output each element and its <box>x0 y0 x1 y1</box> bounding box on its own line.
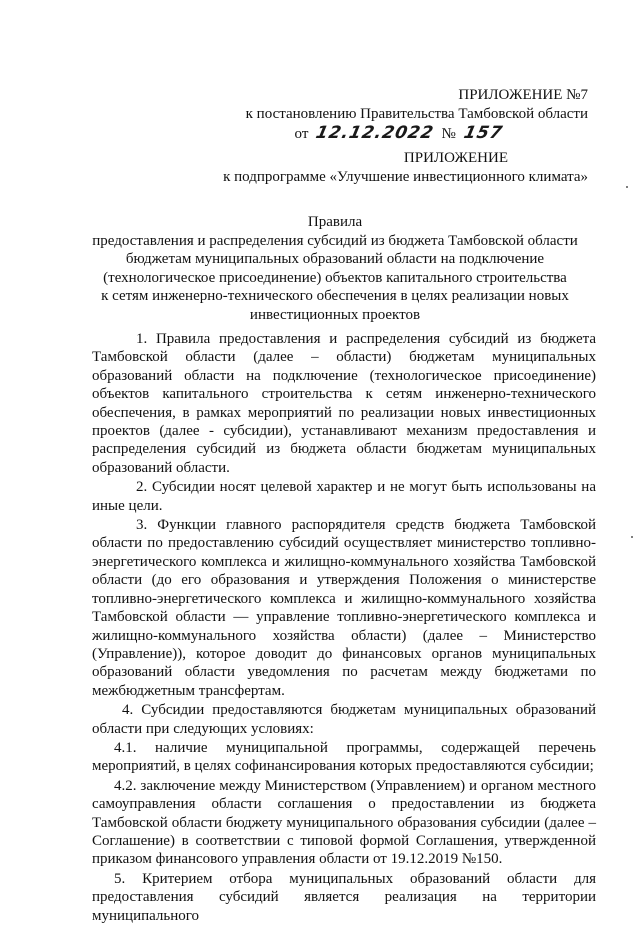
paragraph-4: 4. Субсидии предоставляются бюджетам муниципальных образований области при следующих условиях: <box>92 702 596 737</box>
handwritten-date: 12.12.2022 <box>314 123 436 143</box>
scan-speck <box>631 536 633 538</box>
rules-title-line: к сетям инженерно-технического обеспечения в целях реализации новых <box>101 288 569 304</box>
paragraph-2: 2. Субсидии носят целевой характер и не могут быть использованы на иные цели. <box>92 479 596 514</box>
paragraph-3: 3. Функции главного распорядителя средств бюджета Тамбовской области по предоставлению субсидий осуществляет министерство топливно-энергетического комплекса и жилищно-коммунального хозяйства Тамбовской области (до его образования и утверждения Положения о министерстве топливно-энергетического комплекса и жилищно-коммунального хозяйства Тамбовской области — управление топливно-энергетического комплекса и жилищно-коммунального хозяйства области) (далее – Министерство (Управление)), которое доводит до финансовых органов муниципальных образований области уведомления по расчетам между бюджетами по межбюджетным трансфертам. <box>92 517 596 699</box>
document-body <box>92 330 596 925</box>
from-label: от <box>294 126 309 142</box>
number-label: № <box>441 126 456 142</box>
appendix-header <box>223 149 588 187</box>
subprogram-line: к подпрограмме «Улучшение инвестиционного климата» <box>223 169 588 185</box>
rules-title-line: предоставления и распределения субсидий из бюджета Тамбовской области <box>92 232 578 249</box>
appendix-7-title: ПРИЛОЖЕНИЕ №7 <box>458 87 588 103</box>
paragraph-5: 5. Критерием отбора муниципальных образований области для предоставления субсидий является реализация на территории муниципального <box>92 870 596 924</box>
paragraph-4-2: 4.2. заключение между Министерством (Управлением) и органом местного самоуправления области соглашения о предоставлении из бюджета Тамбовской области бюджету муниципального образования субсидии (далее – Соглашение) в соответствии с типовой формой Соглашения, утвержденной приказом финансового управления области от 19.12.2019 №150. <box>92 777 596 868</box>
paragraph-4-1: 4.1. наличие муниципальной программы, содержащей перечень мероприятий, в целях софинансирования которых предоставляются субсидии; <box>92 739 596 775</box>
rules-title-block <box>90 213 580 324</box>
appendix-7-date-line <box>246 124 506 144</box>
scan-speck <box>626 186 628 188</box>
paragraph-1: 1. Правила предоставления и распределения субсидий из бюджета Тамбовской области (далее – области) бюджетам муниципальных образований области на подключение (технологическое присоединение) объектов капитального строительства к сетям инженерно-технического обеспечения, в рамках мероприятий по реализации новых инвестиционных проектов (далее - субсидии), устанавливают механизм предоставления и распределения субсидий из бюджета области бюджетам муниципальных образований области. <box>92 331 596 476</box>
rules-title-line: (технологическое присоединение) объектов капитального строительства <box>103 269 567 286</box>
handwritten-number: 157 <box>461 123 505 143</box>
appendix-7-decree-line: к постановлению Правительства Тамбовской области <box>245 106 588 122</box>
rules-title-line: бюджетам муниципальных образований области на подключение <box>125 251 545 267</box>
rules-title-line: инвестиционных проектов <box>249 306 421 323</box>
rules-heading: Правила <box>307 214 363 230</box>
appendix-7-header <box>246 86 588 144</box>
appendix-title: ПРИЛОЖЕНИЕ <box>403 150 508 166</box>
